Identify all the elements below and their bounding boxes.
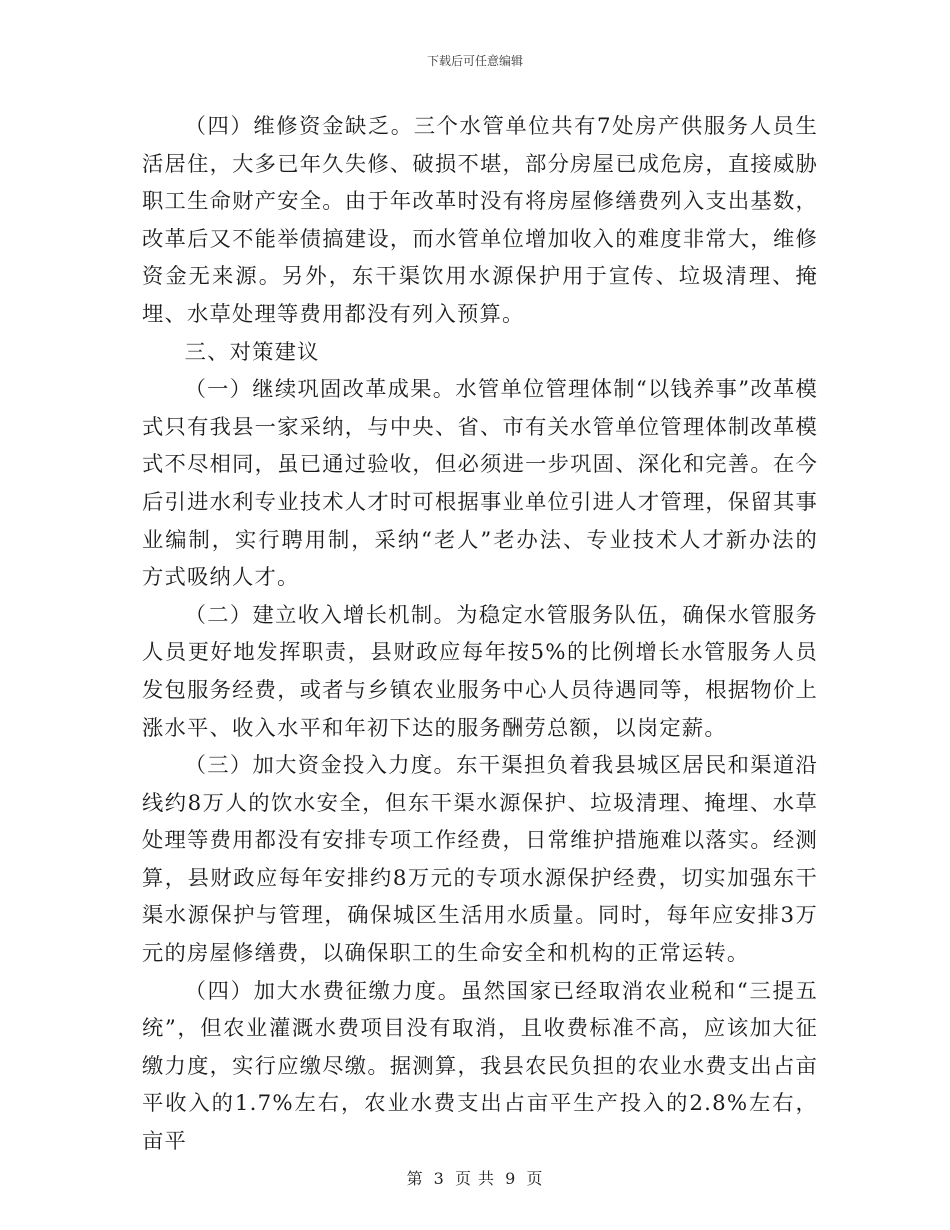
paragraph-consolidate-reform: （一）继续巩固改革成果。水管单位管理体制“以钱养事”改革模式只有我县一家采纳，与中央、省、市有关水管单位管理体制改革模式不尽相同，虽已通过验收，但必须进一步巩固、深化和完善。在今后引进水利专业技术人才时可根据事业单位引进人才管理，保留其事业编制，实行聘用制，采纳“老人”老办法、专业技术人才新办法的方式吸纳人才。 [142,377,818,591]
footer-middle: 页 共 [454,1169,496,1188]
current-page-number: 3 [433,1169,445,1188]
footer-prefix: 第 [406,1169,424,1188]
paragraph-income-growth: （二）建立收入增长机制。为稳定水管服务队伍，确保水管服务人员更好地发挥职责，县财政应每年按5%的比例增长水管服务人员发包服务经费，或者与乡镇农业服务中心人员待遇同等，根据物价上涨水平、收入水平和年初下达的服务酬劳总额，以岗定薪。 [142,602,818,741]
paragraph-maintenance-funds: （四）维修资金缺乏。三个水管单位共有7处房产供服务人员生活居住，大多已年久失修、破损不堪，部分房屋已成危房，直接威胁职工生命财产安全。由于年改革时没有将房屋修缮费列入支出基数，改革后又不能举债搞建设，而水管单位增加收入的难度非常大，维修资金无来源。另外，东干渠饮用水源保护用于宣传、垃圾清理、掩埋、水草处理等费用都没有列入预算。 [142,114,818,327]
paragraph-funding-investment: （三）加大资金投入力度。东干渠担负着我县城区居民和渠道沿线约8万人的饮水安全，但东干渠水源保护、垃圾清理、掩埋、水草处理等费用都没有安排专项工作经费，日常维护措施难以落实。经测算，县财政应每年安排约8万元的专项水源保护经费，切实加强东干渠水源保护与管理，确保城区生活用水质量。同时，每年应安排3万元的房屋修缮费，以确保职工的生命安全和机构的正常运转。 [142,753,818,967]
page-footer [0,1166,950,1189]
page-header: 下载后可任意编辑 [426,54,523,68]
paragraph-water-fee-collection: （四）加大水费征缴力度。虽然国家已经取消农业税和“三提五统”，但农业灌溉水费项目没有取消，且收费标准不高，应该加大征缴力度，实行应缴尽缴。据测算，我县农民负担的农业水费支出占亩平收入的1.7%左右，农业水费支出占亩平生产投入的2.8%左右，亩平 [142,978,818,1155]
section-heading-countermeasures: 三、对策建议 [184,339,320,365]
footer-suffix: 页 [526,1169,544,1188]
total-page-count: 9 [505,1169,517,1188]
document-body [142,108,818,1161]
